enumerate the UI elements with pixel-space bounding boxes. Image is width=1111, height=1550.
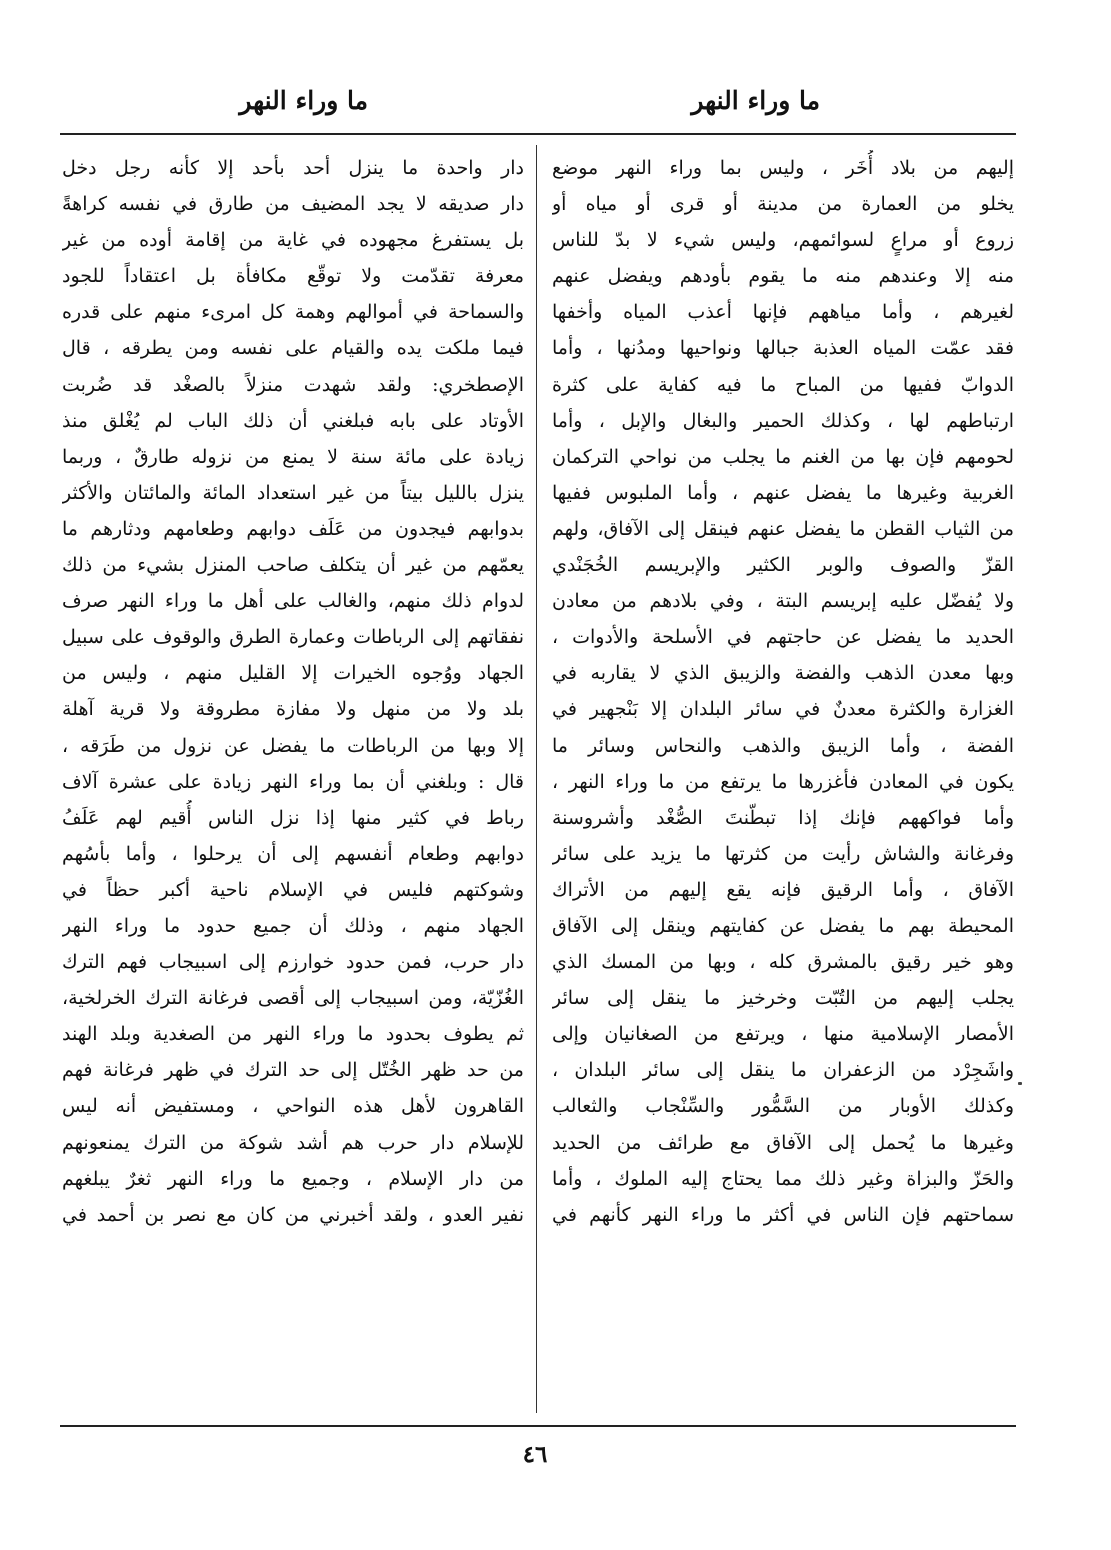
text-line: زيادة على مائة سنة لا يمنع من نزوله طارقٌ ، وربما bbox=[62, 445, 524, 468]
text-line: المحيطة بهم ما يفضل عن كفايتهم وينقل إلى الآفاق bbox=[552, 914, 1014, 937]
text-line: يكون في المعادن فأغزرها ما يرتفع من ما وراء النهر ، bbox=[552, 770, 1014, 793]
text-line: الفضة ، وأما الزيبق والذهب والنحاس وسائر ما bbox=[552, 734, 1014, 757]
text-line: والسماحة في أموالهم وهمة كل امرىء منهم على قدره bbox=[62, 301, 524, 324]
text-line: الأوتاد على بابه فبلغني أن ذلك الباب لم يُغْلق منذ bbox=[62, 409, 524, 432]
text-line: من دار الإسلام ، وجميع ما وراء النهر ثغرٌ يبلغهم bbox=[62, 1167, 524, 1190]
text-line: دوابهم وطعام أنفسهم إلى أن يرحلوا ، وأما بأسُهم bbox=[62, 842, 524, 865]
header-rule bbox=[60, 133, 1016, 135]
text-line: وكذلك الأوبار من السَّمُّور والسِّنْجاب والثعالب bbox=[552, 1095, 1014, 1118]
text-line: زروع أو مراعٍ لسوائمهم، وليس شيء لا بدّ للناس bbox=[552, 229, 1014, 252]
text-line: نفير العدو ، ولقد أخبرني من كان مع نصر بن أحمد في bbox=[62, 1203, 524, 1226]
text-line: إلا وبها من الرباطات ما يفضل عن نزول من طَرَقه ، bbox=[62, 734, 524, 757]
text-line: ينزل بالليل بيتاً من غير استعداد المائة والمائتان والأكثر bbox=[62, 481, 524, 504]
text-line: يعمّهم من غير أن يتكلف صاحب المنزل بشيء من ذلك bbox=[62, 554, 524, 577]
text-line: ولا يُفضّل عليه إبريسم البتة ، وفي بلادهم من معادن bbox=[552, 590, 1014, 613]
text-line: ثم يطوف بحدود ما وراء النهر من الصغدية وبلد الهند bbox=[62, 1023, 524, 1046]
text-line: بل يستفرغ مجهوده في غاية من إقامة أوده من غير bbox=[62, 229, 524, 252]
text-line: الحديد ما يفضل عن حاجتهم في الأسلحة والأدوات ، bbox=[552, 626, 1014, 649]
text-line: وفرغانة والشاش رأيت من كثرتها ما يزيد على سائر bbox=[552, 842, 1014, 865]
text-line: من الثياب القطن ما يفضل عنهم فينقل إلى الآفاق، ولهم bbox=[552, 517, 1014, 540]
text-line: فيما ملكت يده والقيام على نفسه ومن يطرقه ، قال bbox=[62, 337, 524, 360]
text-line: إليهم من بلاد أُخَر ، وليس بما وراء النهر موضع bbox=[552, 157, 1014, 179]
text-line: القزّ والصوف والوبر الكثير والإبريسم الخُجَنْدي bbox=[552, 554, 1014, 577]
text-line: وأما فواكههم فإنك إذا تبطّنتَ الصُّغْد وأشروسنة bbox=[552, 806, 1014, 829]
text-line: بلد ولا من منهل ولا مفازة مطروقة ولا قرية آهلة bbox=[62, 698, 524, 721]
text-line: وهو خير رقيق بالمشرق كله ، وبها من المسك الذي bbox=[552, 951, 1014, 974]
text-line: الأمصار الإسلامية منها ، ويرتفع من الصغانيان وإلى bbox=[552, 1023, 1014, 1046]
text-line: والحَزّ والبزاة وغير ذلك مما يحتاج إليه الملوك ، وأما bbox=[552, 1167, 1014, 1190]
text-line: وغيرها ما يُحمل إلى الآفاق مع طرائف من الحديد bbox=[552, 1131, 1014, 1154]
text-line: دار واحدة ما ينزل أحد بأحد إلا كأنه رجل دخل bbox=[62, 157, 524, 179]
text-line: ارتباطهم لها ، وكذلك الحمير والبغال والإبل ، وأما bbox=[552, 409, 1014, 432]
text-line: وبها معدن الذهب والفضة والزيبق الذي لا يقاربه في bbox=[552, 662, 1014, 685]
text-column-right bbox=[552, 150, 1014, 1233]
text-line: دار صديقه لا يجد المضيف من طارق في نفسه كراهةً bbox=[62, 193, 524, 216]
text-line: رباط في كثير منها إذا نزل الناس أُقيم لهم عَلَفُ bbox=[62, 806, 524, 829]
text-line: سماحتهم فإن الناس في أكثر ما وراء النهر كأنهم في bbox=[552, 1203, 1014, 1226]
text-line: لغيرهم ، وأما مياههم فإنها أعذب المياه وأخفها bbox=[552, 301, 1014, 324]
text-line: الآفاق ، وأما الرقيق فإنه يقع إليهم من الأتراك bbox=[552, 878, 1014, 901]
text-line: قال : وبلغني أن بما وراء النهر زيادة على عشرة آلاف bbox=[62, 770, 524, 793]
running-head-left: ما وراء النهر bbox=[239, 86, 368, 115]
text-line: بدوابهم فيجدون من عَلَف دوابهم وطعامهم ودثارهم ما bbox=[62, 517, 524, 540]
text-line: لدوام ذلك منهم، والغالب على أهل ما وراء النهر صرف bbox=[62, 590, 524, 613]
text-line: لحومهم فإن بها من الغنم ما يجلب من نواحي التركمان bbox=[552, 445, 1014, 468]
text-line: الدوابّ ففيها من المباح ما فيه كفاية على كثرة bbox=[552, 373, 1014, 396]
page-number: ٤٦ bbox=[522, 1441, 548, 1468]
text-line: القاهرون لأهل هذه النواحي ، ومستفيض أنه ليس bbox=[62, 1095, 524, 1118]
running-head-right: ما وراء النهر bbox=[691, 86, 820, 115]
text-line: واشَجِرْد من الزعفران ما ينقل إلى سائر البلدان ، bbox=[552, 1059, 1014, 1082]
text-line: فقد عمّت المياه العذبة جبالها ونواحيها ومدُنها ، وأما bbox=[552, 337, 1014, 360]
text-line: الإصطخري: ولقد شهدت منزلاً بالصغْد قد ضُربت bbox=[62, 373, 524, 396]
text-line: للإسلام دار حرب هم أشد شوكة من الترك يمنعونهم bbox=[62, 1131, 524, 1154]
print-speck bbox=[1018, 1082, 1022, 1085]
footer-rule bbox=[60, 1425, 1016, 1427]
column-divider bbox=[536, 145, 537, 1413]
text-line: الغربية وغيرها ما يفضل عنهم ، وأما الملبوس ففيها bbox=[552, 481, 1014, 504]
text-line: وشوكتهم فليس في الإسلام ناحية أكبر حظاً في bbox=[62, 878, 524, 901]
text-line: الجهاد منهم ، وذلك أن جميع حدود ما وراء النهر bbox=[62, 914, 524, 937]
text-line: نفقاتهم إلى الرباطات وعمارة الطرق والوقوف على سبيل bbox=[62, 626, 524, 649]
text-line: الغُزّيّة، ومن اسبيجاب إلى أقصى فرغانة الترك الخرلخية، bbox=[62, 987, 524, 1010]
text-line: الغزارة والكثرة معدنٌ في سائر البلدان إلا بَنْجهير في bbox=[552, 698, 1014, 721]
text-line: الجهاد ووُجوه الخيرات إلا القليل منهم ، وليس من bbox=[62, 662, 524, 685]
text-line: من حد ظهر الخُتّل إلى حد الترك في ظهر فرغانة فهم bbox=[62, 1059, 524, 1082]
text-column-left bbox=[62, 150, 524, 1233]
text-line: يخلو من العمارة من مدينة أو قرى أو مياه أو bbox=[552, 193, 1014, 216]
text-line: دار حرب، فمن حدود خوارزم إلى اسبيجاب فهم الترك bbox=[62, 951, 524, 974]
text-line: يجلب إليهم من التُبّت وخرخيز ما ينقل إلى سائر bbox=[552, 987, 1014, 1010]
text-line: معرفة تقدّمت ولا توقّع مكافأة بل اعتقاداً للجود bbox=[62, 265, 524, 288]
text-line: منه إلا وعندهم منه ما يقوم بأودهم ويفضل عنهم bbox=[552, 265, 1014, 288]
